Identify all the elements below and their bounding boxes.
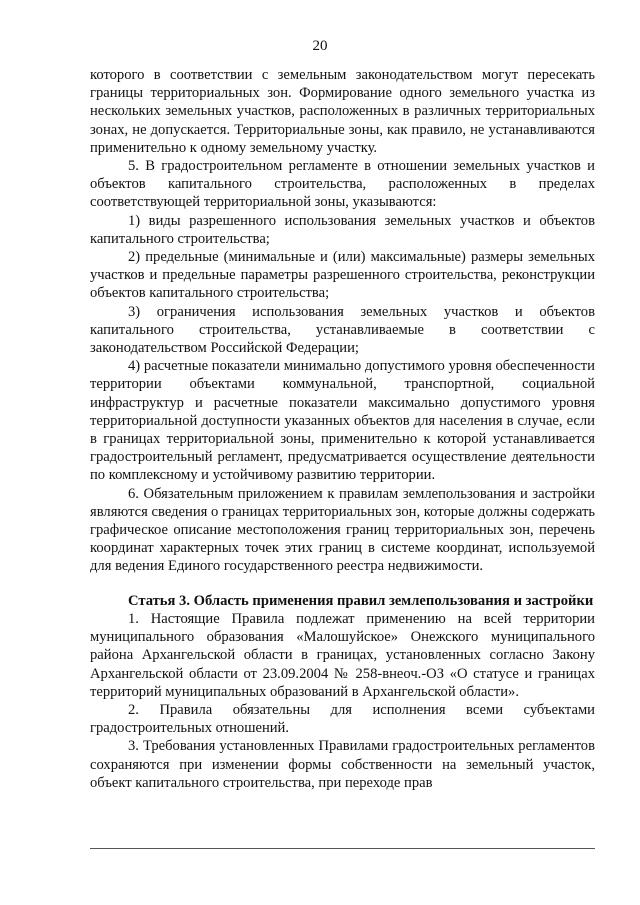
document-body bbox=[90, 66, 595, 792]
footer-divider bbox=[90, 848, 595, 849]
article-paragraph-1: 1. Настоящие Правила подлежат применению на всей территории муниципального образования «Малошуйское» Онежского муниципального района Архангельской области в границах, установленных согласно Закону Архангельской области от 23.09.2004 № 258-внеоч.-ОЗ «О статусе и границах территорий муниципальных образований в Архангельской области». bbox=[90, 610, 595, 700]
article-heading: Статья 3. Область применения правил землепользования и застройки bbox=[128, 592, 594, 609]
paragraph-subitem-1: 1) виды разрешенного использования земельных участков и объектов капитального строительства; bbox=[90, 212, 595, 247]
paragraph-subitem-2: 2) предельные (минимальные и (или) максимальные) размеры земельных участков и предельные параметры разрешенного строительства, реконструкции объектов капитального строительства; bbox=[90, 249, 595, 302]
paragraph-subitem-4: 4) расчетные показатели минимально допустимого уровня обеспеченности территории объектами коммунальной, транспортной, социальной инфраструктур и расчетные показатели максимально допустимого уровня территориальной доступности указанных объектов для населения в случае, если в границах территориальной зоны, применительно к которой устанавливается градостроительный регламент, предусматривается осуществление деятельности по комплексному и устойчивому развитию территории. bbox=[90, 358, 595, 484]
paragraph-item-5: 5. В градостроительном регламенте в отношении земельных участков и объектов капитального строительства, расположенных в пределах соответствующей территориальной зоны, указываются: bbox=[90, 158, 595, 211]
paragraph-continuation: которого в соответствии с земельным законодательством могут пересекать границы территориальных зон. Формирование одного земельного участка из нескольких земельных участков, расположенных в различных территориальных зонах, не допускается. Территориальные зоны, как правило, не устанавливаются применительно к одному земельному участку. bbox=[90, 67, 595, 156]
article-paragraph-2: 2. Правила обязательны для исполнения всеми субъектами градостроительных отношений. bbox=[90, 701, 595, 737]
paragraph-item-6: 6. Обязательным приложением к правилам землепользования и застройки являются сведения о границах территориальных зон, которые должны содержать графическое описание местоположения границ территориальных зон, перечень координат характерных точек этих границ в системе координат, используемой для ведения Единого государственного реестра недвижимости. bbox=[90, 485, 595, 575]
article-paragraph-3: 3. Требования установленных Правилами градостроительных регламентов сохраняются при изменении формы собственности на земельный участок, объект капитального строительства, при переходе прав bbox=[90, 738, 595, 791]
page-number: 20 bbox=[312, 38, 328, 54]
paragraph-subitem-3: 3) ограничения использования земельных участков и объектов капитального строительства, устанавливаемые в соответствии с законодательством Российской Федерации; bbox=[90, 303, 595, 357]
